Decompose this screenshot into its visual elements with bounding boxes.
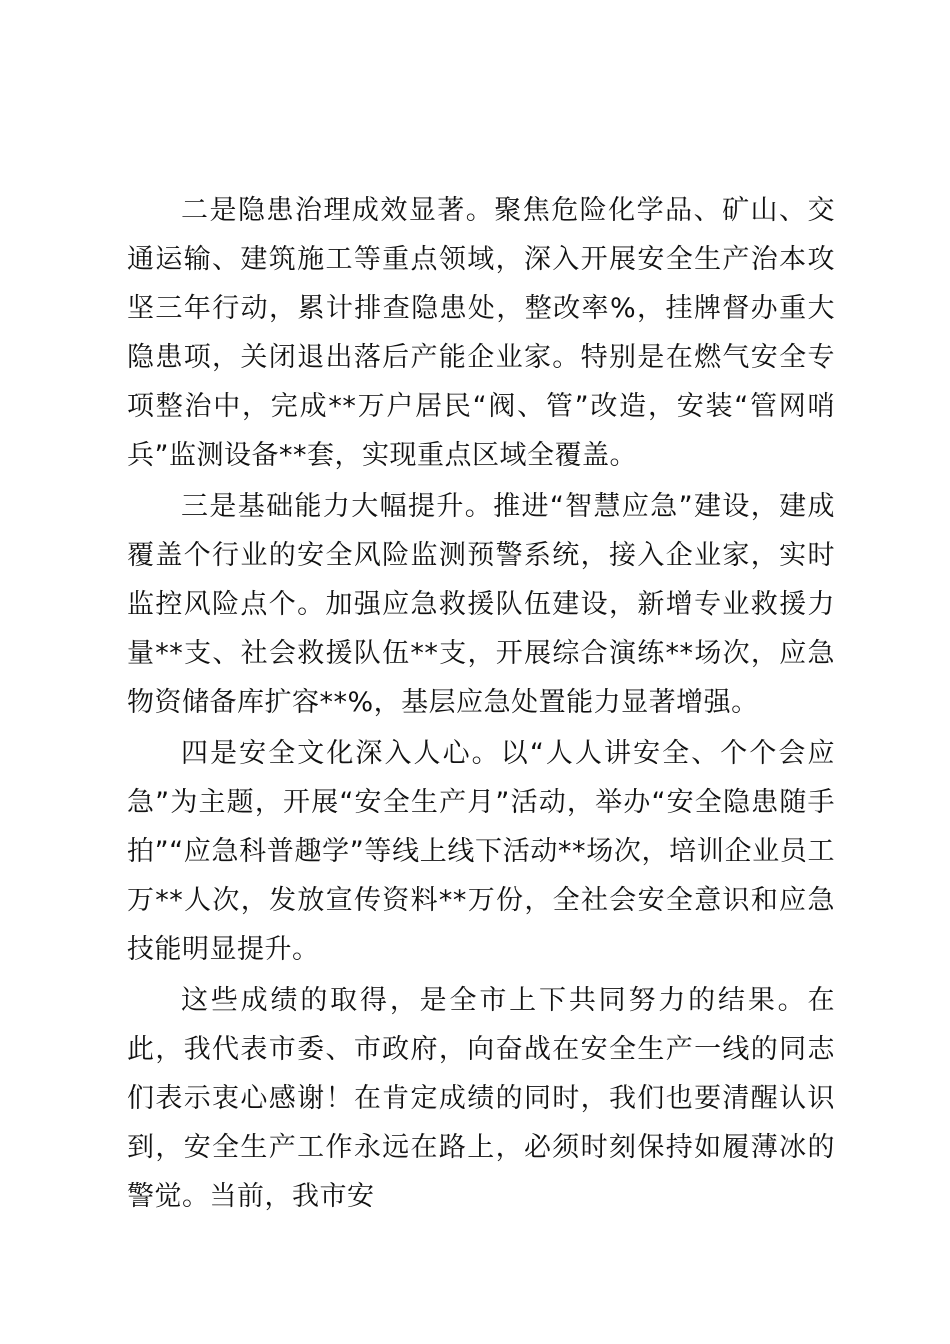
document-body <box>127 186 835 1223</box>
paragraph-hazard-governance: 二是隐患治理成效显著。聚焦危险化学品、矿山、交通运输、建筑施工等重点领域，深入开展安全生产治本攻坚三年行动，累计排查隐患处，整改率%，挂牌督办重大隐患项，关闭退出落后产能企业家。特别是在燃气安全专项整治中，完成**万户居民“阀、管”改造，安装“管网哨兵”监测设备**套，实现重点区域全覆盖。 <box>127 195 835 471</box>
paragraph-basic-capacity: 三是基础能力大幅提升。推进“智慧应急”建设，建成覆盖个行业的安全风险监测预警系统，接入企业家，实时监控风险点个。加强应急救援队伍建设，新增专业救援力量**支、社会救援队伍**支，开展综合演练**场次，应急物资储备库扩容**%，基层应急处置能力显著增强。 <box>127 491 835 718</box>
paragraph-safety-culture: 四是安全文化深入人心。以“人人讲安全、个个会应急”为主题，开展“安全生产月”活动，举办“安全隐患随手拍”“应急科普趣学”等线上线下活动**场次，培训企业员工万**人次，发放宣传资料**万份，全社会安全意识和应急技能明显提升。 <box>127 738 835 965</box>
paragraph-achievements-summary: 这些成绩的取得，是全市上下共同努力的结果。在此，我代表市委、市政府，向奋战在安全生产一线的同志们表示衷心感谢！在肯定成绩的同时，我们也要清醒认识到，安全生产工作永远在路上，必须时刻保持如履薄冰的警觉。当前，我市安 <box>127 985 835 1212</box>
